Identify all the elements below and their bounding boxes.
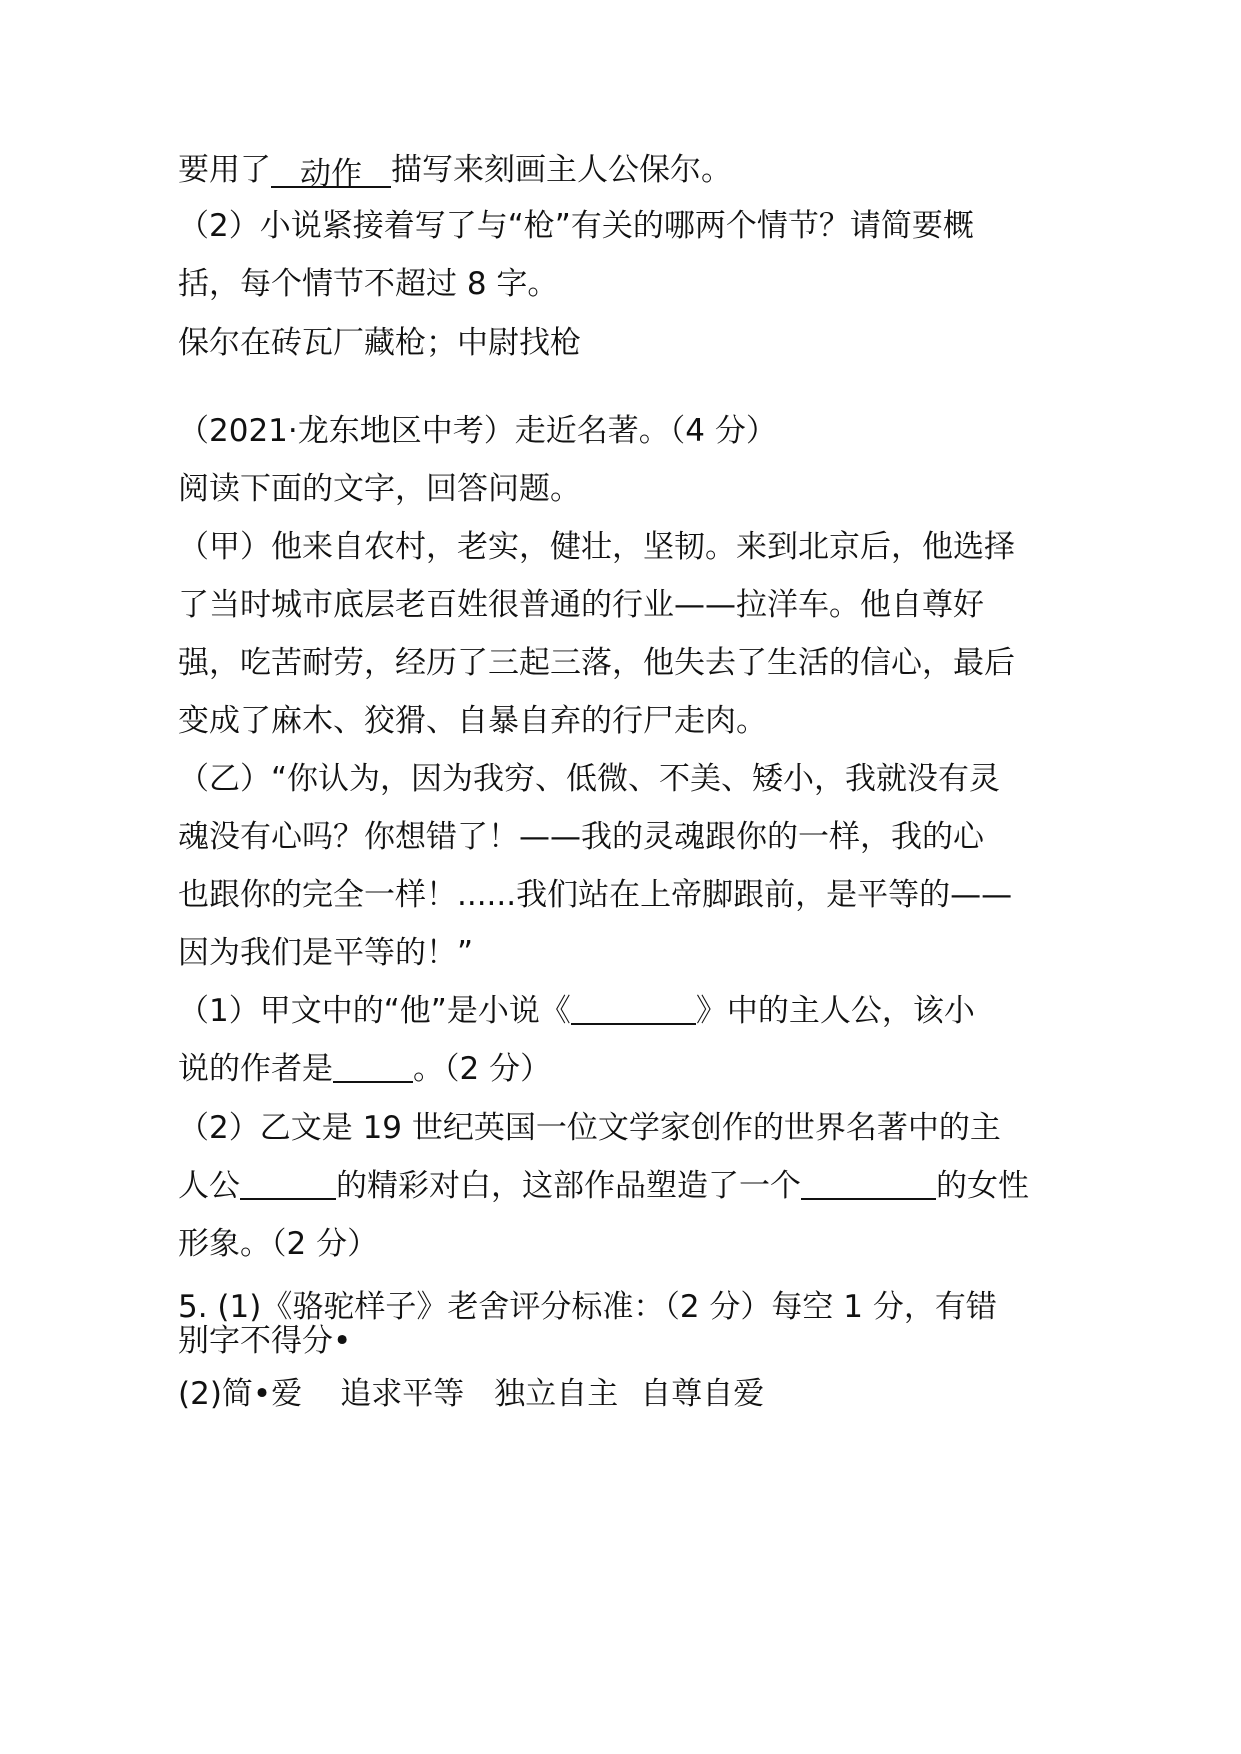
q1-prefix: 要用了 bbox=[178, 152, 271, 188]
answer5-line-1: 5. (1)《骆驼样子》老舍评分标准：（2 分）每空 1 分，有错 bbox=[178, 1289, 997, 1325]
q4-sub1-line-2 bbox=[178, 1049, 1078, 1089]
author-blank bbox=[333, 1049, 413, 1083]
protagonist-blank bbox=[240, 1166, 336, 1200]
answer5-item-3: 自尊自爱 bbox=[640, 1376, 765, 1412]
q4-sub1-part1: （1）甲文中的“他”是小说《 bbox=[178, 993, 571, 1029]
character-trait-blank bbox=[801, 1166, 936, 1200]
passage-a-line-2: 了当时城市底层老百姓很普通的行业——拉洋车。他自尊好 bbox=[178, 587, 984, 623]
passage-a-line-1: （甲）他来自农村，老实，健壮，坚韧。来到北京后，他选择 bbox=[178, 529, 1015, 565]
q4-instruction: 阅读下面的文字，回答问题。 bbox=[178, 471, 581, 507]
q4-sub1-part3: 说的作者是 bbox=[178, 1051, 333, 1087]
q2-answer: 保尔在砖瓦厂藏枪；中尉找枪 bbox=[178, 325, 581, 361]
q4-sub1-line-1 bbox=[178, 991, 1078, 1031]
passage-b-line-2: 魂没有心吗？你想错了！——我的灵魂跟你的一样，我的心 bbox=[178, 819, 984, 855]
q1-suffix: 描写来刻画主人公保尔。 bbox=[391, 152, 732, 188]
q4-sub2-line-3: 形象。（2 分） bbox=[178, 1226, 379, 1262]
answer5-line-2: 别字不得分• bbox=[178, 1323, 352, 1359]
q4-sub2-part3: 的女性 bbox=[936, 1168, 1029, 1204]
q4-sub2-line-2 bbox=[178, 1166, 1078, 1206]
q4-sub2-line-1: （2）乙文是 19 世纪英国一位文学家创作的世界名著中的主 bbox=[178, 1110, 1001, 1146]
q4-sub2-part2: 的精彩对白，这部作品塑造了一个 bbox=[336, 1168, 801, 1204]
q1-answer-blank bbox=[271, 154, 391, 192]
q4-sub1-part4: 。（2 分） bbox=[413, 1051, 552, 1087]
passage-b-line-4: 因为我们是平等的！” bbox=[178, 935, 474, 971]
q4-sub2-part1: 人公 bbox=[178, 1168, 240, 1204]
q4-sub1-part2: 》中的主人公，该小 bbox=[695, 993, 975, 1029]
passage-b-line-3: 也跟你的完全一样！......我们站在上帝脚跟前，是平等的—— bbox=[178, 877, 1013, 913]
q1-answer: 动作 bbox=[300, 156, 362, 192]
q1-answer-line bbox=[178, 150, 1078, 190]
passage-b-line-1: （乙）“你认为，因为我穷、低微、不美、矮小，我就没有灵 bbox=[178, 761, 1001, 797]
answer5-line-3 bbox=[178, 1374, 1078, 1414]
answer5-item-1: 追求平等 bbox=[340, 1376, 465, 1412]
q2-line-2: 括，每个情节不超过 8 字。 bbox=[178, 266, 559, 302]
q2-line-1: （2）小说紧接着写了与“枪”有关的哪两个情节？请简要概 bbox=[178, 208, 974, 244]
answer5-prefix: (2)简•爱 bbox=[178, 1376, 303, 1412]
q4-header: （2021·龙东地区中考）走近名著。（4 分） bbox=[178, 413, 777, 449]
passage-a-line-3: 强，吃苦耐劳，经历了三起三落，他失去了生活的信心，最后 bbox=[178, 645, 1015, 681]
answer5-item-2: 独立自主 bbox=[494, 1376, 619, 1412]
novel-title-blank bbox=[571, 991, 696, 1025]
passage-a-line-4: 变成了麻木、狡猾、自暴自弃的行尸走肉。 bbox=[178, 703, 767, 739]
